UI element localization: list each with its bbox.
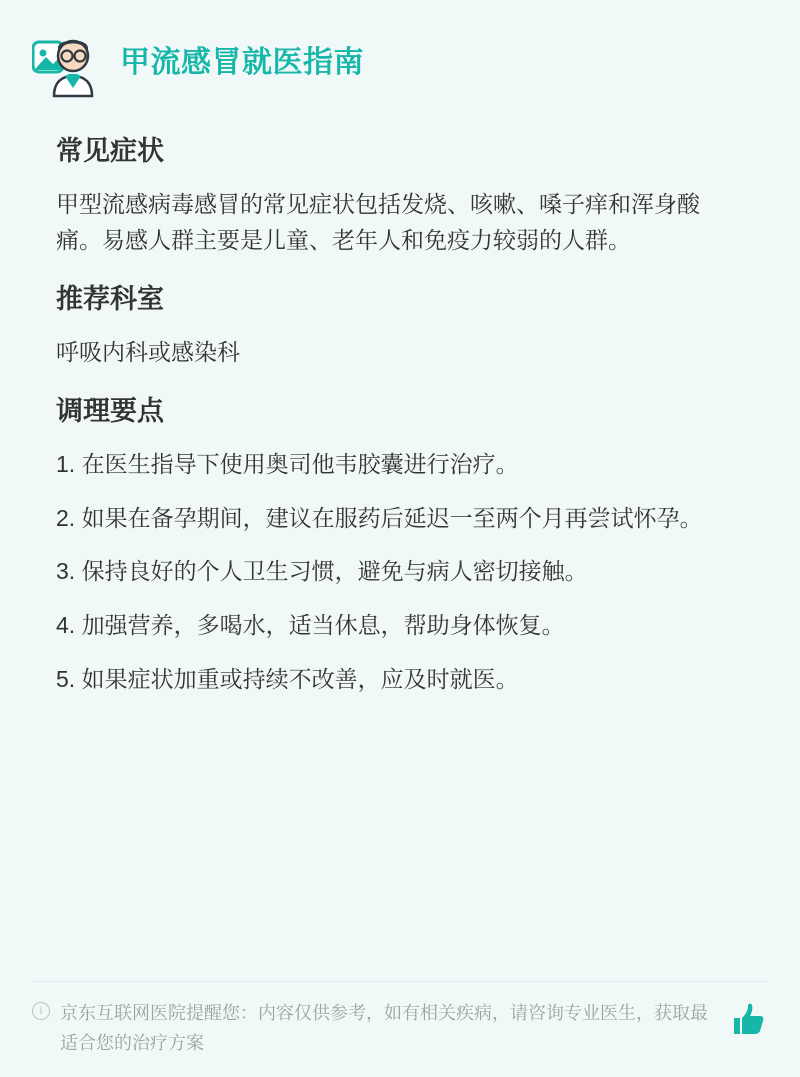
list-item: 加强营养，多喝水，适当休息，帮助身体恢复。	[81, 611, 565, 638]
list-item: 如果症状加重或持续不改善，应及时就医。	[81, 665, 519, 692]
section-heading-symptoms: 常见症状	[56, 136, 164, 166]
doctor-avatar-icon	[32, 26, 106, 100]
section-heading-care: 调理要点	[56, 395, 164, 426]
section-body-symptoms: 甲型流感病毒感冒的常见症状包括发烧、咳嗽、嗓子痒和浑身酸痛。易感人群主要是儿童、老年人和免疫力较弱的人群。	[56, 191, 700, 253]
page-title: 甲流感冒就医指南	[120, 46, 364, 79]
card-content	[32, 110, 768, 697]
info-circle-icon: i	[32, 1002, 50, 1020]
list-item: 保持良好的个人卫生习惯，避免与病人密切接触。	[81, 558, 588, 585]
card-header	[32, 26, 768, 110]
care-tips-list	[56, 447, 744, 697]
list-item: 在医生指导下使用奥司他韦胶囊进行治疗。	[81, 451, 519, 478]
disclaimer-text: 京东互联网医院提醒您：内容仅供参考，如有相关疾病，请咨询专业医生，获取最适合您的治疗方案	[60, 1002, 708, 1054]
thumbs-up-icon[interactable]	[728, 1000, 768, 1040]
section-body-department: 呼吸内科或感染科	[56, 339, 240, 366]
footer-disclaimer	[32, 981, 768, 1059]
list-item: 如果在备孕期间，建议在服药后延迟一至两个月再尝试怀孕。	[81, 504, 703, 531]
section-heading-department: 推荐科室	[56, 284, 164, 315]
